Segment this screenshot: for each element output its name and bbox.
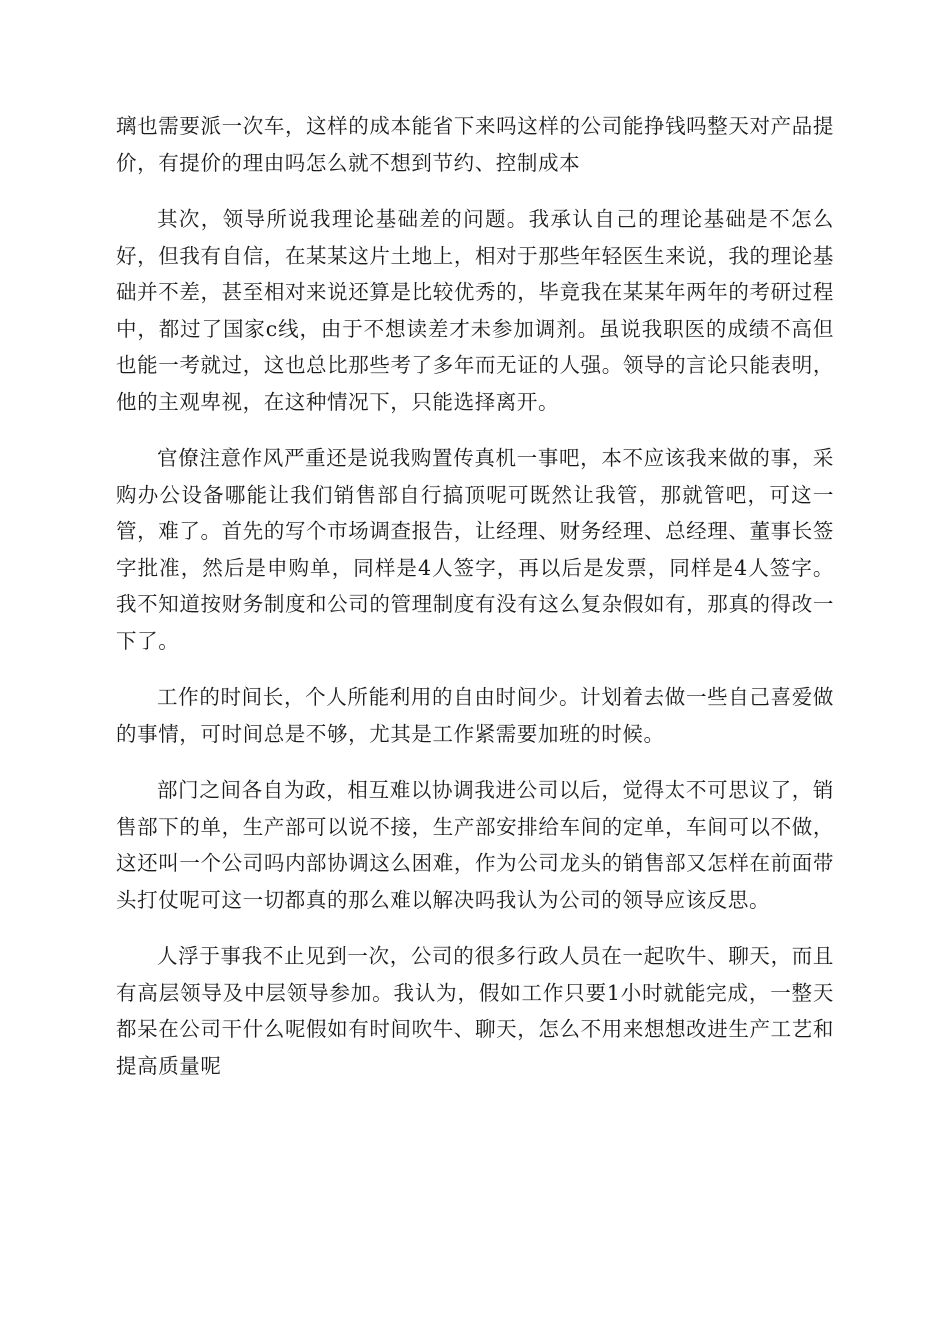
paragraph-continuation: 璃也需要派一次车，这样的成本能省下来吗这样的公司能挣钱吗整天对产品提价，有提价的理由吗怎么就不想到节约、控制成本 — [116, 114, 834, 175]
document-page — [116, 108, 834, 1084]
paragraph-working-hours: 工作的时间长，个人所能利用的自由时间少。计划着去做一些自己喜爱做的事情，可时间总是不够，尤其是工作紧需要加班的时候。 — [116, 685, 834, 746]
paragraph-theory-foundation: 其次，领导所说我理论基础差的问题。我承认自己的理论基础是不怎么好，但我有自信，在某某这片土地上，相对于那些年轻医生来说，我的理论基础并不差，甚至相对来说还算是比较优秀的，毕竟我在某某年两年的考研过程中，都过了国家c线，由于不想读差才未参加调剂。虽说我职医的成绩不高但也能一考就过，这也总比那些考了多年而无证的人强。领导的言论只能表明，他的主观卑视，在这种情况下，只能选择离开。 — [116, 207, 834, 414]
paragraph-department-coordination: 部门之间各自为政，相互难以协调我进公司以后，觉得太不可思议了，销售部下的单，生产部可以说不接，生产部安排给车间的定单，车间可以不做，这还叫一个公司吗内部协调这么困难，作为公司龙头的销售部又怎样在前面带头打仗呢可这一切都真的那么难以解决吗我认为公司的领导应该反思。 — [116, 778, 834, 912]
paragraph-bureaucracy: 官僚注意作风严重还是说我购置传真机一事吧，本不应该我来做的事，采购办公设备哪能让我们销售部自行搞顶呢可既然让我管，那就管吧，可这一管，难了。首先的写个市场调查报告，让经理、财务经理、总经理、董事长签字批准，然后是申购单，同样是4人签字，再以后是发票，同样是4人签字。我不知道按财务制度和公司的管理制度有没有这么复杂假如有，那真的得改一下了。 — [116, 446, 834, 653]
paragraph-overstaffing: 人浮于事我不止见到一次，公司的很多行政人员在一起吹牛、聊天，而且有高层领导及中层领导参加。我认为，假如工作只要1小时就能完成，一整天都呆在公司干什么呢假如有时间吹牛、聊天，怎么不用来想想改进生产工艺和提高质量呢 — [116, 944, 834, 1078]
